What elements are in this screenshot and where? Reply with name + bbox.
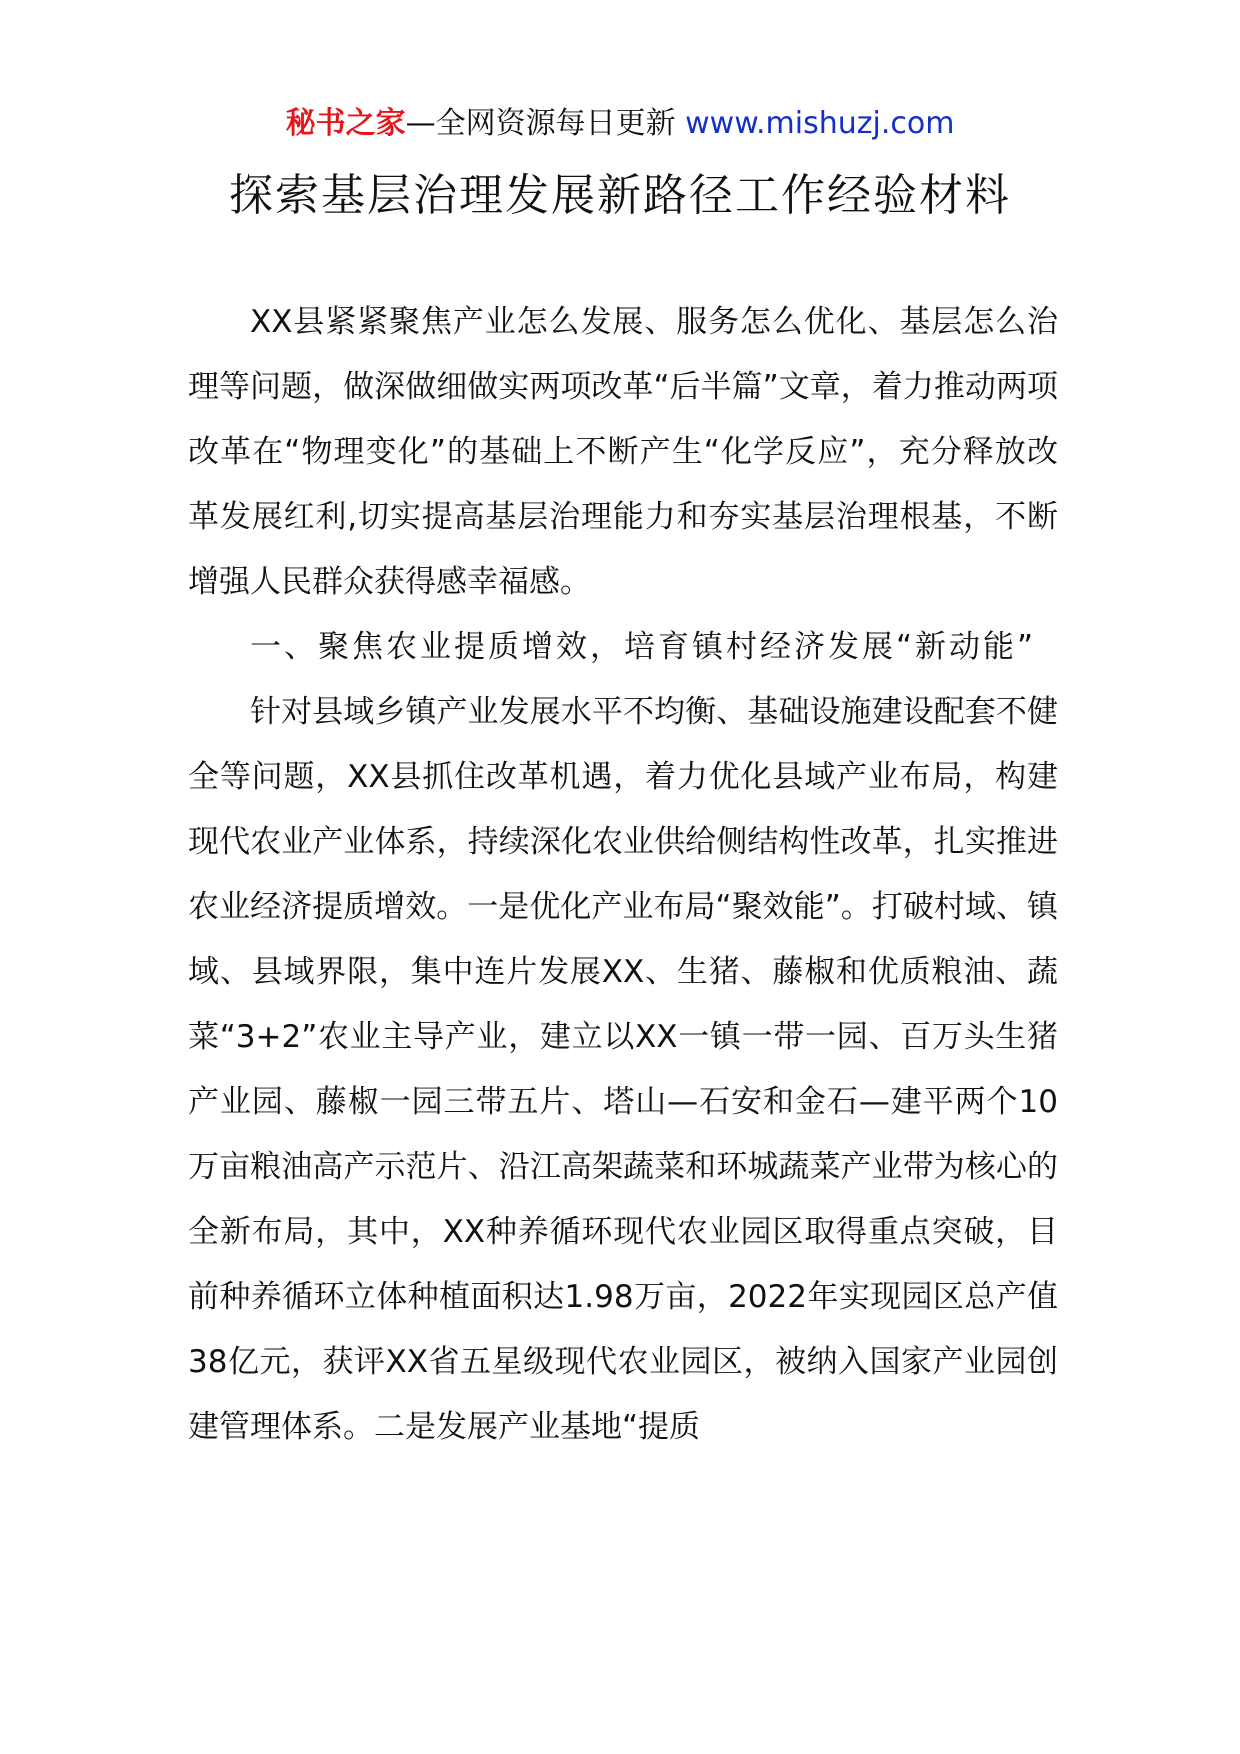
site-url-link[interactable]: www.mishuzj.com	[685, 106, 955, 141]
document-title: 探索基层治理发展新路径工作经验材料	[229, 170, 1011, 221]
site-brand: 秘书之家	[285, 106, 406, 141]
intro-paragraph: XX县紧紧聚焦产业怎么发展、服务怎么优化、基层怎么治理等问题，做深做细做实两项改革“后半篇”文章，着力推动两项改革在“物理变化”的基础上不断产生“化学反应”，充分释放改革发展红利,切实提高基层治理能力和夯实基层治理根基，不断增强人民群众获得感幸福感。	[188, 304, 1058, 600]
body-paragraph: 针对县域乡镇产业发展水平不均衡、基础设施建设配套不健全等问题，XX县抓住改革机遇，着力优化县域产业布局，构建现代农业产业体系，持续深化农业供给侧结构性改革，扎实推进农业经济提质增效。一是优化产业布局“聚效能”。打破村域、镇域、县域界限，集中连片发展XX、生猪、藤椒和优质粮油、蔬菜“3+2”农业主导产业，建立以XX一镇一带一园、百万头生猪产业园、藤椒一园三带五片、塔山—石安和金石—建平两个10万亩粮油高产示范片、沿江高架蔬菜和环城蔬菜产业带为核心的全新布局，其中，XX种养循环现代农业园区取得重点突破，目前种养循环立体种植面积达1.98万亩，2022年实现园区总产值38亿元，获评XX省五星级现代农业园区，被纳入国家产业园创建管理体系。二是发展产业基地“提质	[188, 694, 1058, 1445]
section-heading: 一、聚焦农业提质增效，培育镇村经济发展“新动能”	[250, 629, 1037, 665]
document-body	[188, 290, 1058, 1460]
site-header	[0, 102, 1240, 146]
site-tagline: —全网资源每日更新	[405, 106, 686, 141]
